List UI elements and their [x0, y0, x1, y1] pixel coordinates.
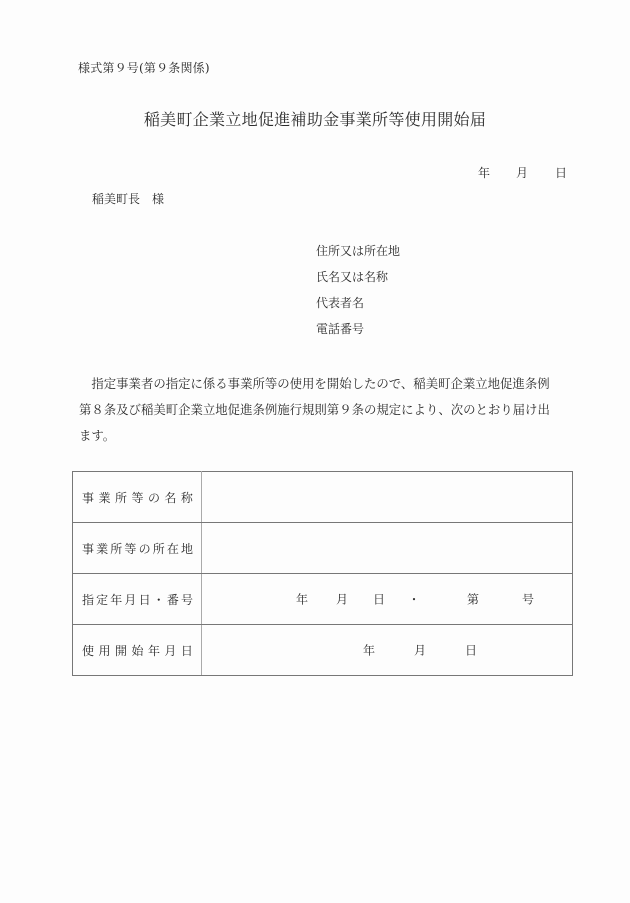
label-char: 年 — [147, 643, 160, 658]
label-char: 所 — [152, 541, 165, 556]
label-char: 業 — [96, 541, 109, 556]
designation-number-suffix: 号 — [522, 592, 535, 607]
applicant-phone-label: 電話番号 — [316, 322, 365, 336]
label-char: 日 — [138, 592, 151, 607]
label-char: 開 — [114, 643, 127, 658]
applicant-representative-label: 代表者名 — [316, 296, 365, 310]
body-text — [79, 371, 579, 449]
label-char: 使 — [82, 643, 95, 658]
label-char: 業 — [98, 490, 111, 505]
label-char: 所 — [114, 490, 127, 505]
designation-month-label: 月 — [336, 592, 349, 607]
applicant-address-label: 住所又は所在地 — [316, 244, 401, 258]
label-char: 指 — [82, 592, 95, 607]
table-row-designation — [73, 574, 573, 625]
label-usage-start-date — [73, 625, 202, 676]
label-char: 事 — [82, 490, 95, 505]
label-char: 日 — [180, 643, 193, 658]
label-designation-date-number — [73, 574, 202, 625]
label-char: 月 — [164, 643, 177, 658]
value-usage-start-date[interactable] — [202, 625, 573, 676]
label-char: 在 — [166, 541, 179, 556]
usage-day-label: 日 — [465, 643, 478, 658]
table-row-facility-name — [73, 472, 573, 523]
designation-number-prefix: 第 — [467, 592, 480, 607]
label-char: 等 — [124, 541, 137, 556]
applicant-name-label: 氏名又は名称 — [316, 270, 389, 284]
body-line-3: ます。 — [79, 428, 116, 443]
label-char: 番 — [166, 592, 179, 607]
label-char: 称 — [180, 490, 193, 505]
designation-separator: ・ — [408, 592, 421, 607]
label-char: 名 — [164, 490, 177, 505]
label-char: 地 — [180, 541, 193, 556]
usage-month-label: 月 — [414, 643, 427, 658]
table-row-facility-location — [73, 523, 573, 574]
label-facility-name — [73, 472, 202, 523]
label-char: 号 — [180, 592, 193, 607]
form-number: 様式第９号(第９条関係) — [78, 61, 210, 75]
label-char: の — [138, 541, 151, 556]
label-char: 月 — [124, 592, 137, 607]
label-char: 用 — [98, 643, 111, 658]
label-char: 所 — [110, 541, 123, 556]
usage-year-label: 年 — [363, 643, 376, 658]
body-line-2: 第８条及び稲美町企業立地促進条例施行規則第９条の規定により、次のとおり届け出 — [79, 402, 550, 417]
label-char: 年 — [110, 592, 123, 607]
value-facility-location[interactable] — [202, 523, 573, 574]
body-line-1: 指定事業者の指定に係る事業所等の使用を開始したので、稲美町企業立地促進条例 — [79, 376, 550, 391]
label-facility-location — [73, 523, 202, 574]
label-char: 事 — [82, 541, 95, 556]
label-char: の — [147, 490, 160, 505]
label-char: 定 — [96, 592, 109, 607]
designation-year-label: 年 — [296, 592, 309, 607]
table-row-usage-start — [73, 625, 573, 676]
info-table — [72, 471, 573, 676]
label-char: 始 — [131, 643, 144, 658]
value-designation-date-number[interactable] — [202, 574, 573, 625]
value-facility-name[interactable] — [202, 472, 573, 523]
date-day-label: 日 — [555, 166, 568, 180]
designation-day-label: 日 — [373, 592, 386, 607]
label-char: 等 — [131, 490, 144, 505]
label-char: ・ — [152, 592, 165, 607]
document-title: 稲美町企業立地促進補助金事業所等使用開始届 — [143, 110, 487, 129]
recipient: 稲美町長 様 — [92, 192, 165, 206]
date-month-label: 月 — [516, 166, 529, 180]
date-year-label: 年 — [478, 166, 491, 180]
